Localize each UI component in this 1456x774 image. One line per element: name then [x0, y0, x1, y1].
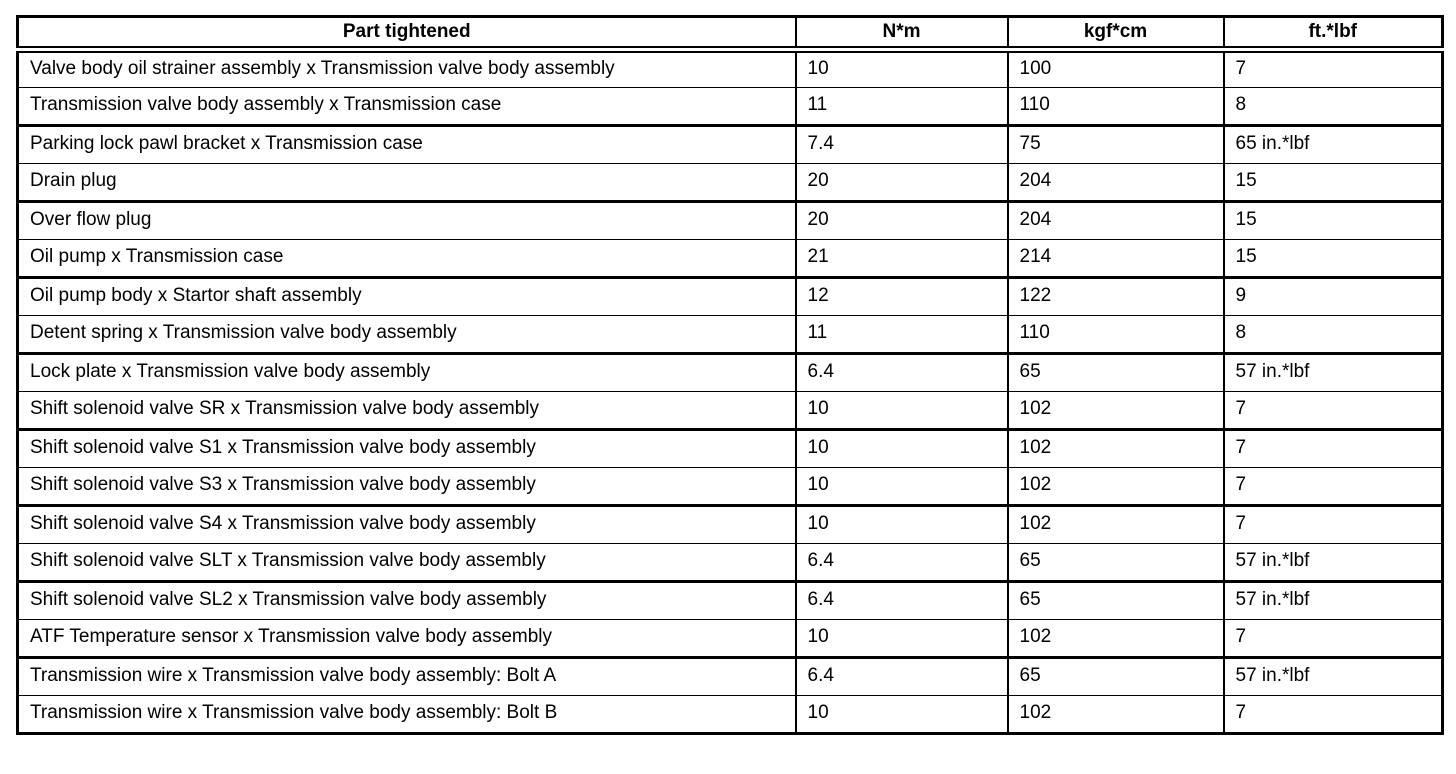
- table-row: [18, 392, 1443, 430]
- header-ftlbf: ft.*lbf: [1224, 17, 1443, 50]
- nm-value-cell: 6.4: [796, 544, 1008, 582]
- kgfcm-value-cell: 100: [1008, 50, 1224, 88]
- table-row: [18, 468, 1443, 506]
- ftlbf-value-cell: 9: [1224, 278, 1443, 316]
- nm-value-cell: 10: [796, 506, 1008, 544]
- part-tightened-cell: Shift solenoid valve S1 x Transmission valve body assembly: [18, 430, 796, 468]
- part-tightened-cell: Shift solenoid valve SL2 x Transmission valve body assembly: [18, 582, 796, 620]
- part-tightened-cell: Over flow plug: [18, 202, 796, 240]
- table-row: [18, 658, 1443, 696]
- table-row: [18, 354, 1443, 392]
- table-row: [18, 202, 1443, 240]
- table-row: [18, 316, 1443, 354]
- nm-value-cell: 6.4: [796, 354, 1008, 392]
- part-tightened-cell: Shift solenoid valve SLT x Transmission valve body assembly: [18, 544, 796, 582]
- ftlbf-value-cell: 8: [1224, 316, 1443, 354]
- nm-value-cell: 10: [796, 696, 1008, 734]
- table-row: [18, 506, 1443, 544]
- kgfcm-value-cell: 65: [1008, 544, 1224, 582]
- kgfcm-value-cell: 102: [1008, 392, 1224, 430]
- ftlbf-value-cell: 7: [1224, 506, 1443, 544]
- nm-value-cell: 10: [796, 430, 1008, 468]
- part-tightened-cell: Shift solenoid valve SR x Transmission valve body assembly: [18, 392, 796, 430]
- part-tightened-cell: Shift solenoid valve S4 x Transmission valve body assembly: [18, 506, 796, 544]
- ftlbf-value-cell: 7: [1224, 392, 1443, 430]
- part-tightened-cell: Shift solenoid valve S3 x Transmission valve body assembly: [18, 468, 796, 506]
- kgfcm-value-cell: 110: [1008, 88, 1224, 126]
- part-tightened-cell: Oil pump x Transmission case: [18, 240, 796, 278]
- header-part-tightened: Part tightened: [18, 17, 796, 50]
- part-tightened-cell: Oil pump body x Startor shaft assembly: [18, 278, 796, 316]
- part-tightened-cell: Transmission wire x Transmission valve body assembly: Bolt A: [18, 658, 796, 696]
- nm-value-cell: 11: [796, 316, 1008, 354]
- ftlbf-value-cell: 57 in.*lbf: [1224, 354, 1443, 392]
- kgfcm-value-cell: 65: [1008, 582, 1224, 620]
- part-tightened-cell: Valve body oil strainer assembly x Transmission valve body assembly: [18, 50, 796, 88]
- kgfcm-value-cell: 204: [1008, 164, 1224, 202]
- part-tightened-cell: Transmission valve body assembly x Transmission case: [18, 88, 796, 126]
- table-row: [18, 544, 1443, 582]
- ftlbf-value-cell: 57 in.*lbf: [1224, 544, 1443, 582]
- ftlbf-value-cell: 65 in.*lbf: [1224, 126, 1443, 164]
- ftlbf-value-cell: 7: [1224, 50, 1443, 88]
- kgfcm-value-cell: 102: [1008, 506, 1224, 544]
- part-tightened-cell: Transmission wire x Transmission valve body assembly: Bolt B: [18, 696, 796, 734]
- kgfcm-value-cell: 102: [1008, 468, 1224, 506]
- kgfcm-value-cell: 110: [1008, 316, 1224, 354]
- kgfcm-value-cell: 122: [1008, 278, 1224, 316]
- header-nm: N*m: [796, 17, 1008, 50]
- ftlbf-value-cell: 15: [1224, 164, 1443, 202]
- header-row: [18, 17, 1443, 50]
- part-tightened-cell: Lock plate x Transmission valve body assembly: [18, 354, 796, 392]
- kgfcm-value-cell: 65: [1008, 354, 1224, 392]
- kgfcm-value-cell: 75: [1008, 126, 1224, 164]
- ftlbf-value-cell: 8: [1224, 88, 1443, 126]
- nm-value-cell: 6.4: [796, 582, 1008, 620]
- nm-value-cell: 12: [796, 278, 1008, 316]
- table-row: [18, 582, 1443, 620]
- table-header: [18, 17, 1443, 50]
- nm-value-cell: 10: [796, 392, 1008, 430]
- kgfcm-value-cell: 65: [1008, 658, 1224, 696]
- ftlbf-value-cell: 15: [1224, 202, 1443, 240]
- table-row: [18, 278, 1443, 316]
- table-row: [18, 240, 1443, 278]
- ftlbf-value-cell: 57 in.*lbf: [1224, 658, 1443, 696]
- ftlbf-value-cell: 7: [1224, 430, 1443, 468]
- ftlbf-value-cell: 7: [1224, 696, 1443, 734]
- part-tightened-cell: ATF Temperature sensor x Transmission valve body assembly: [18, 620, 796, 658]
- ftlbf-value-cell: 57 in.*lbf: [1224, 582, 1443, 620]
- ftlbf-value-cell: 15: [1224, 240, 1443, 278]
- part-tightened-cell: Parking lock pawl bracket x Transmission case: [18, 126, 796, 164]
- table-row: [18, 696, 1443, 734]
- table-row: [18, 50, 1443, 88]
- nm-value-cell: 11: [796, 88, 1008, 126]
- part-tightened-cell: Detent spring x Transmission valve body assembly: [18, 316, 796, 354]
- table-row: [18, 126, 1443, 164]
- table-body: [18, 50, 1443, 734]
- nm-value-cell: 21: [796, 240, 1008, 278]
- kgfcm-value-cell: 102: [1008, 696, 1224, 734]
- kgfcm-value-cell: 214: [1008, 240, 1224, 278]
- nm-value-cell: 6.4: [796, 658, 1008, 696]
- nm-value-cell: 7.4: [796, 126, 1008, 164]
- kgfcm-value-cell: 102: [1008, 430, 1224, 468]
- table-row: [18, 430, 1443, 468]
- nm-value-cell: 20: [796, 164, 1008, 202]
- torque-spec-table: [16, 15, 1444, 735]
- header-kgfcm: kgf*cm: [1008, 17, 1224, 50]
- ftlbf-value-cell: 7: [1224, 468, 1443, 506]
- nm-value-cell: 10: [796, 50, 1008, 88]
- table-row: [18, 620, 1443, 658]
- ftlbf-value-cell: 7: [1224, 620, 1443, 658]
- nm-value-cell: 20: [796, 202, 1008, 240]
- kgfcm-value-cell: 102: [1008, 620, 1224, 658]
- table-row: [18, 88, 1443, 126]
- part-tightened-cell: Drain plug: [18, 164, 796, 202]
- nm-value-cell: 10: [796, 468, 1008, 506]
- nm-value-cell: 10: [796, 620, 1008, 658]
- table-row: [18, 164, 1443, 202]
- kgfcm-value-cell: 204: [1008, 202, 1224, 240]
